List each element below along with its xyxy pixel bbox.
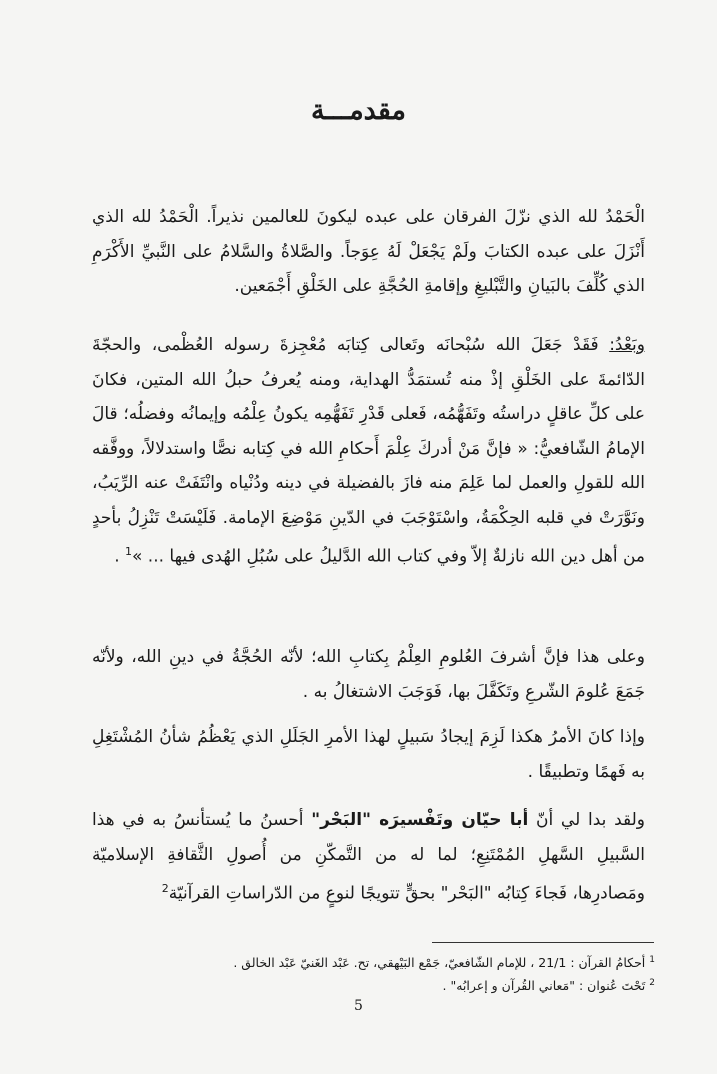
footnote-reference-1[interactable]: 1 [125, 545, 132, 558]
footnote-2: $^2$ تَحْتَ عُنوان : "مَعاني القُرآن و إعرابُه" . [442, 978, 655, 994]
footnote-1: $^1$ أحكامُ القرآن : 21/1 ، للإمام الشّافعيّ، جَمْع البَيْهقي، تح. عَبْد الغَنيّ عَبْد الخالق . [233, 955, 655, 971]
paragraph-abu-hayyan: ولقد بدا لي أنّ أبا حيّان وتَفْسيرَه "البَحْر" أحسنُ ما يُستأنسُ به في هذا السَّبيلِ السَّهلِ المُمْتَنِعِ؛ لما له من التَّمكّنِ من أُصولِ الثَّقافةِ الإسلاميّة ومَصادرِها، فَجاءَ كِتابُه "البَحْر" بحقٍّ تتويجًا لنوعٍ من الدّراساتِ القرآنيّة$^2$ [92, 810, 645, 904]
paragraph-lead-word: وبَعْدُ: [609, 335, 645, 355]
paragraph-introduction: وبَعْدُ: فَقَدْ جَعَلَ الله سُبْحانَه وتَعالى كِتابَه مُعْجِزةَ رسوله العُظْمى، والحجّةَ الدّائمةَ على الخَلْقِ إذْ منه تُستمَدُّ الهداية، ومنه يُعرفُ حبلُ الله المتين، فكانَ على كلِّ عاقلٍ دراستُه وتَفَهُّمُه، فَعلى قَدْرِ تَفَهُّمِه يكونُ عِلْمُه وإيمانُه وفضلُه؛ قالَ الإمامُ الشّافعيُّ: « فإنَّ مَنْ أدركَ عِلْمَ أَحكامِ الله في كِتابه نصًّا واستدلالاً، ووفَّقه الله للقولِ والعمل لما عَلِمَ منه فازَ بالفضيلة في دينه ودُنْياه وانْتَفَتْ عنه الرِّيَبُ، ونَوَّرَتْ في قلبه الحِكْمَةُ، واسْتَوْجَبَ في الدّينِ مَوْضِعَ الإمامة. فَلَيْسَتْ تَنْزِلُ بأحدٍ من أهل دين الله نازلةٌ إلاّ وفي كتاب الله الدَّليلُ على سُبُلِ الهُدى فيها ... »$^1$ . [92, 335, 645, 567]
paragraph-praise-text: الْحَمْدُ لله الذي نزّلَ الفرقان على عبده ليكونَ للعالمين نذيراً. الْحَمْدُ لله الذي أَنْزَلَ على عبده الكتابَ ولَمْ يَجْعَلْ لَهُ عِوَجاً. والصَّلاةُ والسَّلامُ على النَّبيِّ الأَكْرَمِ الذي كُلِّفَ بالبَيانِ والتَّبْليغِ وإقامةِ الحُجَّةِ على الخَلْقِ أَجْمَعين. [92, 207, 645, 296]
paragraph-method-text: وإذا كانَ الأمرُ هكذا لَزِمَ إيجادُ سَبيلٍ لهذا الأمرِ الجَلَلِ الذي يَعْظُمُ شأنُ المُشْتَغِلِ به فَهمًا وتطبيقًا . [92, 727, 645, 782]
footnote-divider [432, 942, 654, 943]
page-title: مقدمـــة [311, 95, 406, 126]
footnotes [200, 950, 655, 996]
paragraph-method [92, 720, 645, 789]
paragraph-noblest-science-text: وعلى هذا فإنَّ أشرفَ العُلومِ العِلْمُ بِكتابِ الله؛ لأنّه الحُجَّةُ في دينِ الله، ولأنّه جَمَعَ عُلومَ الشّرعِ وتَكَفَّلَ بها، فَوَجَبَ الاشتغالُ به . [92, 647, 645, 702]
paragraph-noblest-science [92, 640, 645, 709]
footnote-reference-2[interactable]: 2 [161, 882, 169, 895]
paragraph-introduction-text: فَقَدْ جَعَلَ الله سُبْحانَه وتَعالى كِتابَه مُعْجِزةَ رسوله العُظْمى، والحجّةَ الدّائمةَ على الخَلْقِ إذْ منه تُستمَدُّ الهداية، ومنه يُعرفُ حبلُ الله المتين، فكانَ على كلِّ عاقلٍ دراستُه وتَفَهُّمُه، فَعلى قَدْرِ تَفَهُّمِه يكونُ عِلْمُه وإيمانُه وفضلُه؛ قالَ الإمامُ الشّافعيُّ: « فإنَّ مَنْ أدركَ عِلْمَ أَحكامِ الله في كِتابه نصًّا واستدلالاً، ووفَّقه الله للقولِ والعمل لما عَلِمَ منه فازَ بالفضيلة في دينه ودُنْياه وانْتَفَتْ عنه الرِّيَبُ، ونَوَّرَتْ في قلبه الحِكْمَةُ، واسْتَوْجَبَ في الدّينِ مَوْضِعَ الإمامة. فَلَيْسَتْ تَنْزِلُ بأحدٍ من أهل دين الله نازلةٌ إلاّ وفي كتاب الله الدَّليلُ على سُبُلِ الهُدى فيها ... » [92, 335, 645, 567]
bold-phrase: أبا حيّان وتَفْسيرَه "البَحْر" [311, 810, 529, 830]
paragraph-praise [92, 200, 645, 304]
page-number: 5 [354, 998, 363, 1014]
